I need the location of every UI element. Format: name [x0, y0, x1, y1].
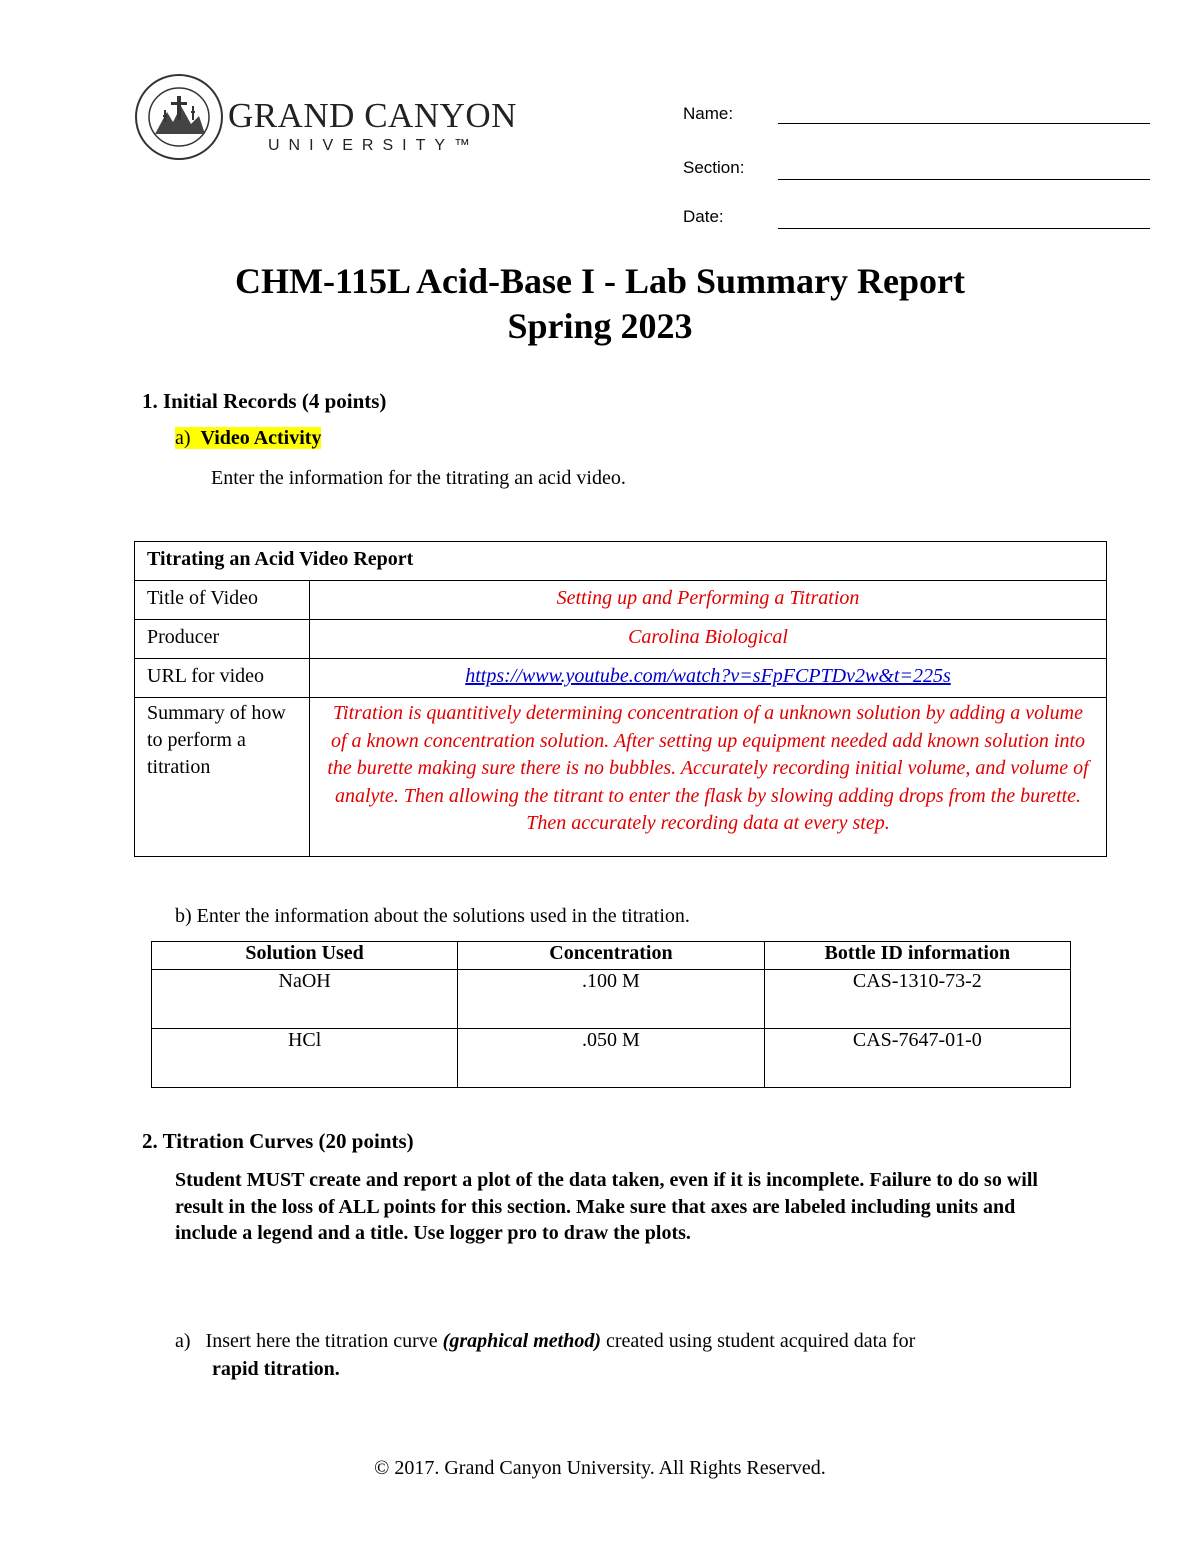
solution-col-header: Solution Used	[152, 942, 458, 970]
section1-heading: 1. Initial Records (4 points)	[142, 389, 387, 413]
table-row	[152, 970, 1071, 1029]
bottle-id-col-header: Bottle ID information	[764, 942, 1070, 970]
section2a-text-post: created using student acquired data for	[606, 1330, 916, 1352]
section2a-text: Insert here the titration curve	[205, 1330, 438, 1352]
concentration-cell: .100 M	[458, 970, 764, 1029]
bottle-id-cell: CAS-1310-73-2	[764, 970, 1070, 1029]
section2a-item	[175, 1327, 1075, 1383]
section-field[interactable]	[778, 179, 1150, 180]
solution-cell: HCl	[152, 1029, 458, 1088]
document-subtitle: Spring 2023	[507, 306, 693, 346]
document-title: CHM-115L Acid-Base I - Lab Summary Report	[234, 261, 965, 301]
date-label: Date:	[683, 207, 724, 226]
video-url-link[interactable]: https://www.youtube.com/watch?v=sFpFCPTDv2w&t=225s	[465, 665, 951, 687]
producer-value: Carolina Biological	[310, 620, 1107, 659]
section1a-item	[175, 427, 321, 450]
section2a-emphasis: (graphical method)	[442, 1330, 602, 1352]
name-label: Name:	[683, 104, 734, 123]
summary-label: Summary of how to perform a titration	[135, 698, 310, 857]
concentration-col-header: Concentration	[458, 942, 764, 970]
solution-cell: NaOH	[152, 970, 458, 1029]
section1a-marker: a)	[175, 427, 191, 449]
section2-heading: 2. Titration Curves (20 points)	[142, 1129, 414, 1153]
summary-value: Titration is quantitively determining concentration of a unknown solution by adding a volume of a known concentration solution. After setting up equipment needed add known solution into the burette making sure there is no bubbles. Accurately recording initial volume, and volume of analyte. Then allowing the titrant to enter the flask by slowing adding drops from the burette. Then accurately recording data at every step.	[310, 698, 1107, 857]
solutions-table	[151, 941, 1071, 1088]
section1a-label: Video Activity	[200, 427, 322, 449]
section-label: Section:	[683, 158, 745, 177]
logo-wordmark: GRAND CANYON	[228, 96, 517, 135]
section2a-marker: a)	[175, 1330, 191, 1352]
copyright-footer: © 2017. Grand Canyon University. All Rights Reserved.	[374, 1457, 826, 1479]
logo-wordmark-sub: UNIVERSITY™	[268, 137, 480, 154]
university-logo	[133, 72, 233, 162]
section1a-instruction: Enter the information for the titrating an acid video.	[211, 467, 626, 489]
section2a-bold: rapid titration.	[212, 1358, 340, 1380]
video-title-value: Setting up and Performing a Titration	[310, 581, 1107, 620]
concentration-cell: .050 M	[458, 1029, 764, 1088]
date-field[interactable]	[778, 228, 1150, 229]
section1b-instruction: b) Enter the information about the solutions used in the titration.	[175, 905, 690, 927]
video-report-table	[134, 541, 1107, 857]
producer-label: Producer	[135, 620, 310, 659]
university-seal-icon	[133, 72, 229, 162]
video-table-header: Titrating an Acid Video Report	[135, 542, 1107, 581]
section2-instructions: Student MUST create and report a plot of the data taken, even if it is incomplete. Failure to do so will result in the loss of ALL points for this section. Make sure that axes are labeled including units and include a legend and a title. Use logger pro to draw the plots.	[175, 1169, 1038, 1244]
name-field[interactable]	[778, 123, 1150, 124]
url-label: URL for video	[135, 659, 310, 698]
bottle-id-cell: CAS-7647-01-0	[764, 1029, 1070, 1088]
video-title-label: Title of Video	[135, 581, 310, 620]
table-row	[152, 1029, 1071, 1088]
